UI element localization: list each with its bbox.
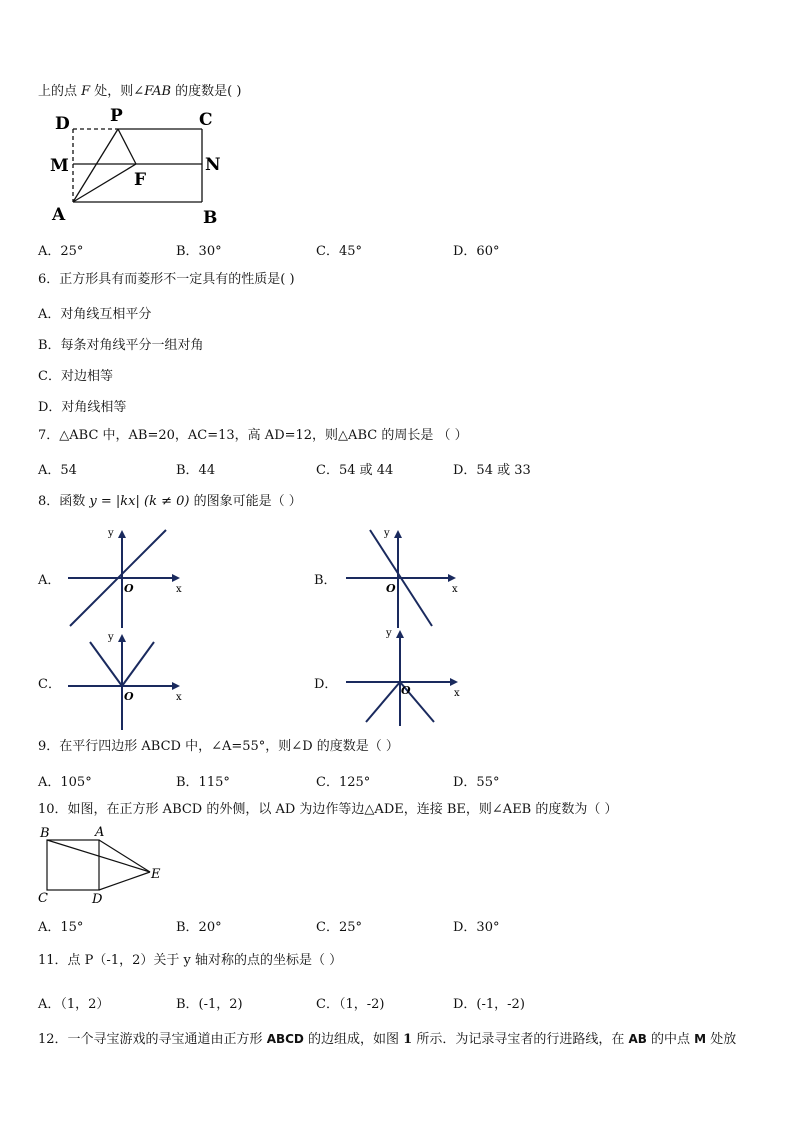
- q8-formula: y = |kx| (k ≠ 0): [89, 494, 190, 509]
- q9-option-b: B．115°: [176, 775, 230, 790]
- label-B: B: [203, 208, 218, 228]
- q8-stem: 8．函数 y = |kx| (k ≠ 0) 的图象可能是（ ）: [38, 494, 302, 509]
- q11-option-d: D．(-1，-2): [453, 997, 525, 1012]
- q10-stem: 10．如图，在正方形 ABCD 的外侧，以 AD 为边作等边△ADE，连接 BE，则∠AEB 的度数为（ ）: [38, 802, 618, 817]
- q5-option-c: C．45°: [316, 244, 362, 259]
- q9-option-a: A．105°: [38, 775, 92, 790]
- q5-option-a: A．25°: [38, 244, 84, 259]
- q10-option-c: C．25°: [316, 920, 362, 935]
- q7-option-c: C．54 或 44: [316, 463, 394, 478]
- label-D: D: [55, 114, 70, 134]
- q8-option-c-letter: C．: [38, 677, 61, 692]
- q11-option-a: A．（1，2）: [38, 997, 110, 1012]
- q10-option-d: D．30°: [453, 920, 500, 935]
- q5-rectangle-figure: [40, 104, 240, 230]
- svg-text:O: O: [401, 684, 411, 697]
- svg-text:E: E: [151, 867, 161, 882]
- q6-option-c: C．对边相等: [38, 369, 113, 384]
- q9-option-d: D．55°: [453, 775, 500, 790]
- svg-text:y: y: [108, 632, 114, 643]
- q11-stem: 11．点 P（-1，2）关于 y 轴对称的点的坐标是（ ）: [38, 953, 343, 968]
- q11-option-c: C．（1，-2): [316, 997, 385, 1012]
- label-N: N: [205, 155, 221, 175]
- svg-text:y: y: [108, 528, 114, 539]
- svg-text:O: O: [386, 582, 396, 595]
- q5-option-d: D．60°: [453, 244, 500, 259]
- q8-graph-b: [340, 524, 470, 630]
- q8-graph-d: [340, 624, 470, 728]
- label-C: C: [199, 110, 213, 130]
- q9-option-c: C．125°: [316, 775, 371, 790]
- svg-text:y: y: [384, 528, 390, 539]
- svg-text:C: C: [38, 891, 48, 906]
- svg-text:x: x: [176, 692, 182, 703]
- q8-option-b-letter: B．: [314, 573, 337, 588]
- q9-stem: 9．在平行四边形 ABCD 中，∠A=55°，则∠D 的度数是（ ）: [38, 739, 399, 754]
- q8-option-d-letter: D．: [314, 677, 338, 692]
- svg-text:y: y: [386, 628, 392, 639]
- q10-option-a: A．15°: [38, 920, 84, 935]
- q7-option-d: D．54 或 33: [453, 463, 531, 478]
- q8-graph-c: [62, 628, 192, 732]
- svg-text:O: O: [124, 690, 134, 703]
- q8-option-a-letter: A．: [38, 573, 61, 588]
- q5-option-b: B．30°: [176, 244, 222, 259]
- svg-text:O: O: [124, 582, 134, 595]
- q6-stem: 6．正方形具有而菱形不一定具有的性质是( ): [38, 272, 295, 287]
- label-F: F: [134, 170, 147, 190]
- svg-text:A: A: [95, 825, 105, 840]
- q8-graph-a: [62, 524, 192, 630]
- svg-text:B: B: [40, 826, 50, 841]
- q7-option-a: A．54: [38, 463, 77, 478]
- q7-option-b: B．44: [176, 463, 216, 478]
- q10-option-b: B．20°: [176, 920, 222, 935]
- svg-text:D: D: [92, 892, 103, 907]
- q6-option-d: D．对角线相等: [38, 400, 127, 415]
- q6-option-a: A．对角线互相平分: [38, 307, 152, 322]
- q5-stem: 上的点 F 处，则∠FAB 的度数是( ): [38, 84, 242, 99]
- q7-stem: 7．△ABC 中，AB=20，AC=13，高 AD=12，则△ABC 的周长是 （ ）: [38, 428, 468, 443]
- svg-text:x: x: [176, 584, 182, 595]
- q11-option-b: B．(-1，2): [176, 997, 243, 1012]
- label-M: M: [50, 156, 69, 176]
- label-P: P: [110, 106, 123, 126]
- svg-text:x: x: [452, 584, 458, 595]
- q6-option-b: B．每条对角线平分一组对角: [38, 338, 204, 353]
- q10-square-triangle-figure: [34, 822, 174, 908]
- q12-stem: 12．一个寻宝游戏的寻宝通道由正方形 ABCD 的边组成，如图 1 所示．为记录寻宝者的行进路线，在 AB 的中点 M 处放: [38, 1032, 737, 1047]
- svg-text:x: x: [454, 688, 460, 699]
- label-A: A: [52, 205, 66, 225]
